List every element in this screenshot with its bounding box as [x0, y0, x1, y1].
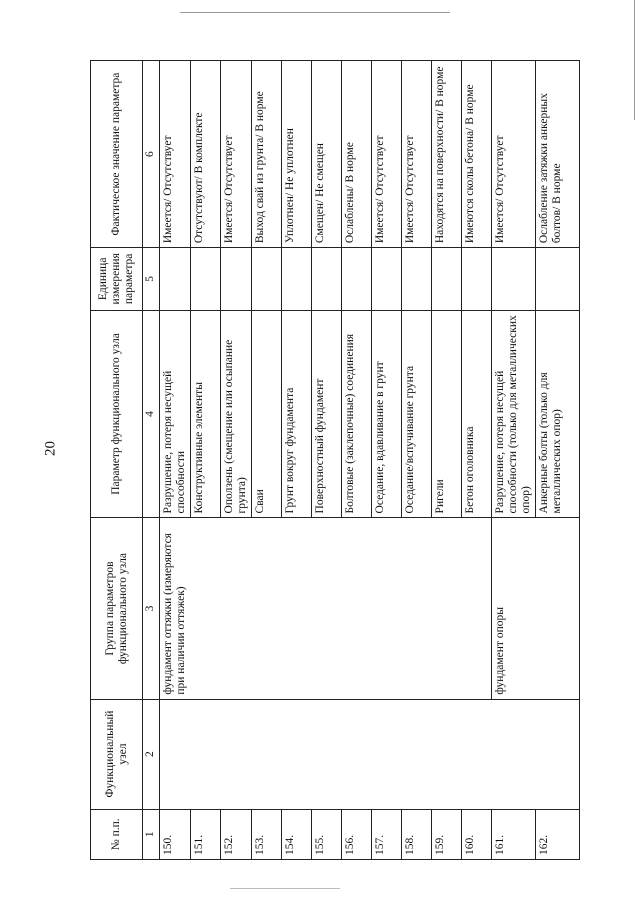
unit-cell [282, 248, 312, 310]
col-index: 4 [143, 310, 160, 518]
parameter-cell: Оседание/вспучивание грунта [402, 310, 432, 518]
row-number: 156. [342, 809, 372, 859]
value-cell: Имеется/ Отсутствует [402, 61, 432, 248]
scan-line-right [634, 0, 635, 120]
unit-cell [536, 248, 580, 310]
parameter-cell: Конструктивные элементы [191, 310, 221, 518]
row-number: 157. [372, 809, 402, 859]
col-index: 3 [143, 518, 160, 699]
unit-cell [462, 248, 492, 310]
value-cell: Ослабление затяжки анкерных болтов/ В норме [536, 61, 580, 248]
unit-cell [252, 248, 282, 310]
row-number: 154. [282, 809, 312, 859]
column-index-row [143, 61, 160, 860]
col-index: 2 [143, 699, 160, 809]
unit-cell [492, 248, 536, 310]
value-cell: Выход свай из грунта/ В норме [252, 61, 282, 248]
unit-cell [342, 248, 372, 310]
col-index: 6 [143, 61, 160, 248]
unit-cell [372, 248, 402, 310]
parameter-cell: Разрушение, потеря несущей способности (только для металлических опор) [492, 310, 536, 518]
table-row [160, 61, 191, 860]
value-cell: Ослаблены/ В норме [342, 61, 372, 248]
parameter-cell: Оползень (смещение или осыпание грунта) [221, 310, 252, 518]
parameter-cell: Ригели [432, 310, 462, 518]
row-number: 153. [252, 809, 282, 859]
unit-cell [191, 248, 221, 310]
parameter-cell: Болтовые (заклепочные) соединения [342, 310, 372, 518]
unit-cell [402, 248, 432, 310]
rotated-table-wrapper [90, 60, 563, 860]
col-index: 1 [143, 809, 160, 859]
header-col-actual-value: Фактическое значение параметра [91, 61, 143, 248]
value-cell: Уплотнен/ Не уплотнен [282, 61, 312, 248]
header-col-functional-unit: Функциональный узел [91, 699, 143, 809]
value-cell: Имеется/ Отсутствует [221, 61, 252, 248]
value-cell: Отсутствуют/ В комплекте [191, 61, 221, 248]
group-cell: фундамент опоры [492, 518, 580, 699]
col-index: 5 [143, 248, 160, 310]
scan-line-top [180, 12, 450, 13]
value-cell: Имеются сколы бетона/ В норме [462, 61, 492, 248]
parameter-cell: Бетон оголовника [462, 310, 492, 518]
row-number: 158. [402, 809, 432, 859]
row-number: 151. [191, 809, 221, 859]
row-number: 160. [462, 809, 492, 859]
unit-cell [160, 248, 191, 310]
parameter-cell: Сваи [252, 310, 282, 518]
row-number: 159. [432, 809, 462, 859]
value-cell: Находятся на поверхности/ В норме [432, 61, 462, 248]
row-number: 161. [492, 809, 536, 859]
header-col-parameter-group: Группа параметров функционального узла [91, 518, 143, 699]
parameter-cell: Анкерные болты (только для металлических опор) [536, 310, 580, 518]
unit-cell [221, 248, 252, 310]
parameter-cell: Оседание, вдавливание в грунт [372, 310, 402, 518]
header-col-number: № п.п. [91, 809, 143, 859]
header-col-parameter: Параметр функционального узла [91, 310, 143, 518]
row-number: 152. [221, 809, 252, 859]
functional-unit-cell [160, 699, 580, 809]
page-number: 20 [42, 441, 59, 456]
parameter-cell: Поверхностный фундамент [312, 310, 342, 518]
parameter-cell: Разрушение, потеря несущей способности [160, 310, 191, 518]
scan-line-bottom [230, 888, 340, 889]
parameter-cell: Грунт вокруг фундамента [282, 310, 312, 518]
value-cell: Имеется/ Отсутствует [372, 61, 402, 248]
group-cell: фундамент оттяжки (измеряются при наличии оттяжек) [160, 518, 492, 699]
value-cell: Смещен/ Не смещен [312, 61, 342, 248]
value-cell: Имеется/ Отсутствует [160, 61, 191, 248]
row-number: 162. [536, 809, 580, 859]
row-number: 155. [312, 809, 342, 859]
unit-cell [312, 248, 342, 310]
header-row [91, 61, 143, 860]
row-number: 150. [160, 809, 191, 859]
unit-cell [432, 248, 462, 310]
parameters-table [90, 60, 580, 860]
value-cell: Имеется/ Отсутствует [492, 61, 536, 248]
header-col-unit: Единица измерения параметра [91, 248, 143, 310]
